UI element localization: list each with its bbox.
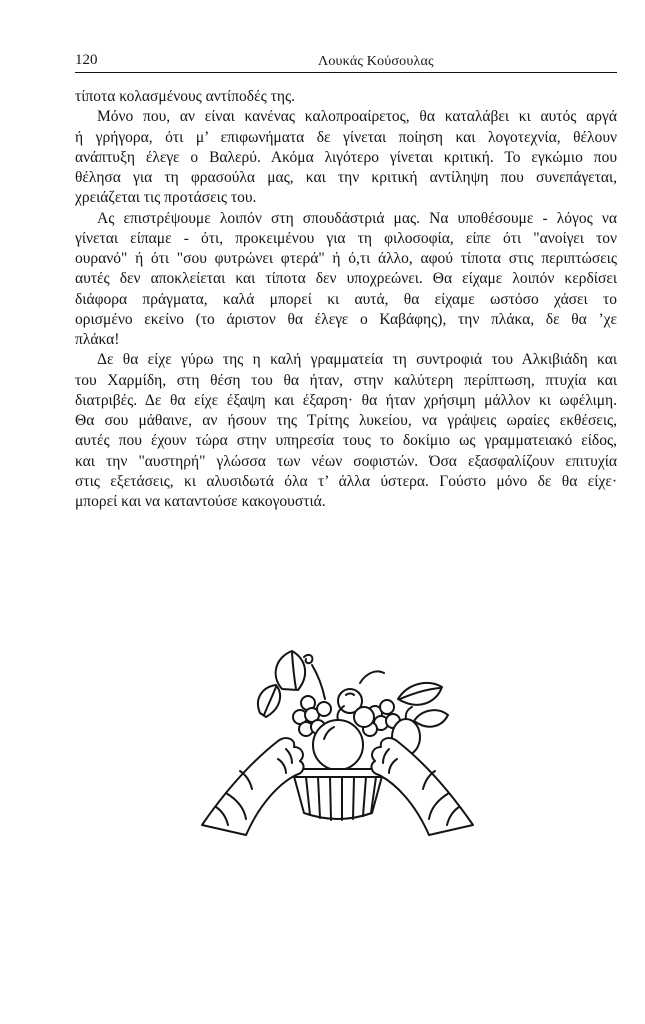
paragraph (75, 87, 617, 107)
text-line: διατριβές. Δε θα είχε έξαψη και έξαρση· θα ήταν χρήσιμη μάλλον κι ωφέλιμη. (75, 391, 617, 409)
text-line: ορισμένο εκείνο (το άριστον θα έλεγε ο Καβάφης), την πλάκα, δε θα ’χε (75, 310, 617, 328)
text-line: γίνεται είπαμε - ότι, προκειμένου για τη φιλοσοφία, είπε ότι "ανοίγει τον (75, 229, 617, 247)
text-line: και την "αυστηρή" γλώσσα των νέων σοφιστών. Όσα εξασφαλίζουν επιτυχία (75, 452, 617, 470)
text-line: ουρανό" ή ότι "σου φυτρώνει φτερά" ή ό,τι άλλο, αφού τίποτα στις περιπτώσεις (75, 250, 617, 267)
paragraph (75, 209, 617, 351)
running-title: Λουκάς Κούσουλας (318, 54, 434, 69)
right-hand (372, 738, 473, 835)
text-line: πλάκα! (75, 331, 120, 348)
text-line: Ας επιστρέψουμε λοιπόν στη σπουδάστριά μας. Να υποθέσουμε - λόγος να (97, 209, 617, 227)
fruit-basket-illustration-icon (200, 643, 475, 838)
text-line: αυτές που έχουν τώρα στην υπηρεσία τους το δοκίμιο ως γραμματειακό είδος, (75, 432, 617, 450)
text-line: χρειάζεται τις προτάσεις του. (75, 189, 257, 207)
text-line: μπορεί και να καταντούσε κακογουστιά. (75, 493, 326, 510)
text-line: διάφορα πράγματα, καλά μπορεί κι αυτά, θα είχαμε ωστόσο χάσει το (75, 290, 617, 308)
text-line: ή γρήγορα, ότι μ’ επιφωνήματα δε γίνεται ποίηση και λογοτεχνία, θέλουν (75, 128, 617, 146)
text-line: Θα σου μάθαινε, αν ήσουν της Τρίτης λυκείου, να γράψεις ωραίες εκθέσεις, (75, 412, 617, 429)
text-line: τίποτα κολασμένους αντίποδές της. (75, 88, 295, 105)
text-line: θέλησα για τη φρασούλα μας, και την κριτική αντίληψη που συνεπάγεται, (75, 169, 617, 186)
text-line: Δε θα είχε γύρω της η καλή γραμματεία τη συντροφιά του Αλκιβιάδη και (97, 351, 617, 369)
text-line: ανάπτυξη έλεγε ο Βαλερύ. Ακόμα λιγότερο γίνεται κριτική. Το εγκώμιο που (75, 148, 617, 166)
paragraph (75, 350, 617, 512)
header-rule (75, 72, 617, 73)
left-hand (202, 738, 303, 835)
text-line: αυτές δεν αποκλείεται και τίποτα δεν υποχρεώνει. Θα είχαμε λοιπόν κερδίσει (75, 270, 617, 288)
basket (292, 769, 384, 820)
page-number: 120 (75, 52, 98, 68)
text-line: Μόνο που, αν είναι κανένας καλοπροαίρετος, θα καταλάβει κι αυτός αργά (97, 108, 617, 126)
body-text (75, 87, 617, 512)
text-line: στις εξετάσεις, κι αλυσιδωτά όλα τ’ άλλα ύστερα. Γούστο μόνο δε θα είχε· (75, 472, 617, 490)
text-line: του Χαρμίδη, στη θέση του θα ήταν, στην καλύτερη περίπτωση, πτυχία και (75, 371, 617, 389)
paragraph (75, 107, 617, 208)
